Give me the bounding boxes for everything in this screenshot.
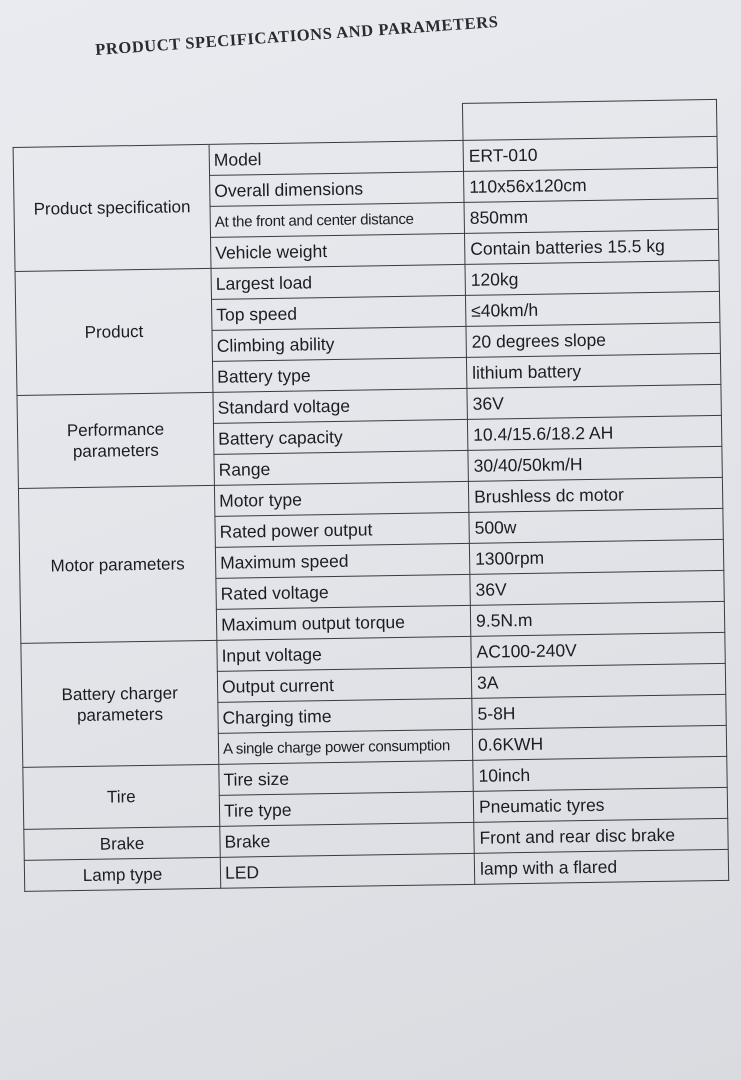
value-cell: 0.6KWH — [472, 725, 726, 760]
param-cell: Maximum output torque — [216, 605, 470, 640]
param-cell: Battery capacity — [213, 419, 467, 454]
param-cell: Battery type — [212, 357, 466, 392]
value-cell: ≤40km/h — [465, 291, 719, 326]
param-cell: Input voltage — [217, 636, 471, 671]
value-cell: 3A — [471, 663, 725, 698]
value-cell: 10inch — [473, 756, 727, 791]
param-cell: Standard voltage — [213, 388, 467, 423]
value-cell: 850mm — [464, 198, 718, 233]
param-cell: Rated power output — [215, 512, 469, 547]
param-cell: Charging time — [218, 698, 472, 733]
value-cell: 10.4/15.6/18.2 AH — [467, 415, 721, 450]
param-cell: Range — [214, 450, 468, 485]
value-cell: 30/40/50km/H — [468, 446, 722, 481]
value-cell: Pneumatic tyres — [473, 787, 727, 822]
page-title: PRODUCT SPECIFICATIONS AND PARAMETERS — [94, 11, 499, 60]
param-cell: Motor type — [214, 481, 468, 516]
value-cell: Contain batteries 15.5 kg — [464, 229, 718, 264]
param-cell: Vehicle weight — [211, 233, 465, 268]
spec-table — [12, 99, 729, 892]
category-cell: Tire — [23, 764, 220, 829]
param-cell: Brake — [220, 822, 474, 857]
value-cell: Brushless dc motor — [468, 477, 722, 512]
param-cell: Top speed — [211, 295, 465, 330]
value-cell: 110x56x120cm — [464, 167, 718, 202]
category-cell: Product — [15, 268, 213, 395]
category-cell: Battery charger parameters — [21, 640, 219, 767]
value-cell: lamp with a flared — [474, 849, 728, 884]
value-cell: 1300rpm — [469, 539, 723, 574]
param-cell: Output current — [217, 667, 471, 702]
category-cell: Motor parameters — [18, 485, 216, 643]
value-cell: 36V — [470, 570, 724, 605]
param-cell: Model — [209, 140, 463, 175]
param-cell: At the front and center distance — [210, 202, 464, 237]
value-cell: 20 degrees slope — [466, 322, 720, 357]
param-cell: Largest load — [211, 264, 465, 299]
value-cell: 500w — [469, 508, 723, 543]
value-cell: Front and rear disc brake — [474, 818, 728, 853]
value-cell: 9.5N.m — [470, 601, 724, 636]
value-cell: lithium battery — [466, 353, 720, 388]
param-cell: Tire size — [219, 760, 473, 795]
category-cell: Lamp type — [24, 857, 220, 891]
value-cell: AC100-240V — [471, 632, 725, 667]
value-cell: 36V — [467, 384, 721, 419]
param-cell: Tire type — [219, 791, 473, 826]
value-cell: ERT-010 — [463, 136, 717, 171]
value-cell: 120kg — [465, 260, 719, 295]
value-cell: 5-8H — [472, 694, 726, 729]
param-cell: Overall dimensions — [210, 171, 464, 206]
category-cell: Brake — [24, 826, 220, 860]
category-cell: Performance parameters — [17, 392, 214, 488]
param-cell: A single charge power consumption — [218, 729, 472, 764]
category-cell: Product specification — [13, 144, 211, 271]
param-cell: Rated voltage — [216, 574, 470, 609]
param-cell: Maximum speed — [215, 543, 469, 578]
param-cell: LED — [220, 853, 474, 888]
param-cell: Climbing ability — [212, 326, 466, 361]
